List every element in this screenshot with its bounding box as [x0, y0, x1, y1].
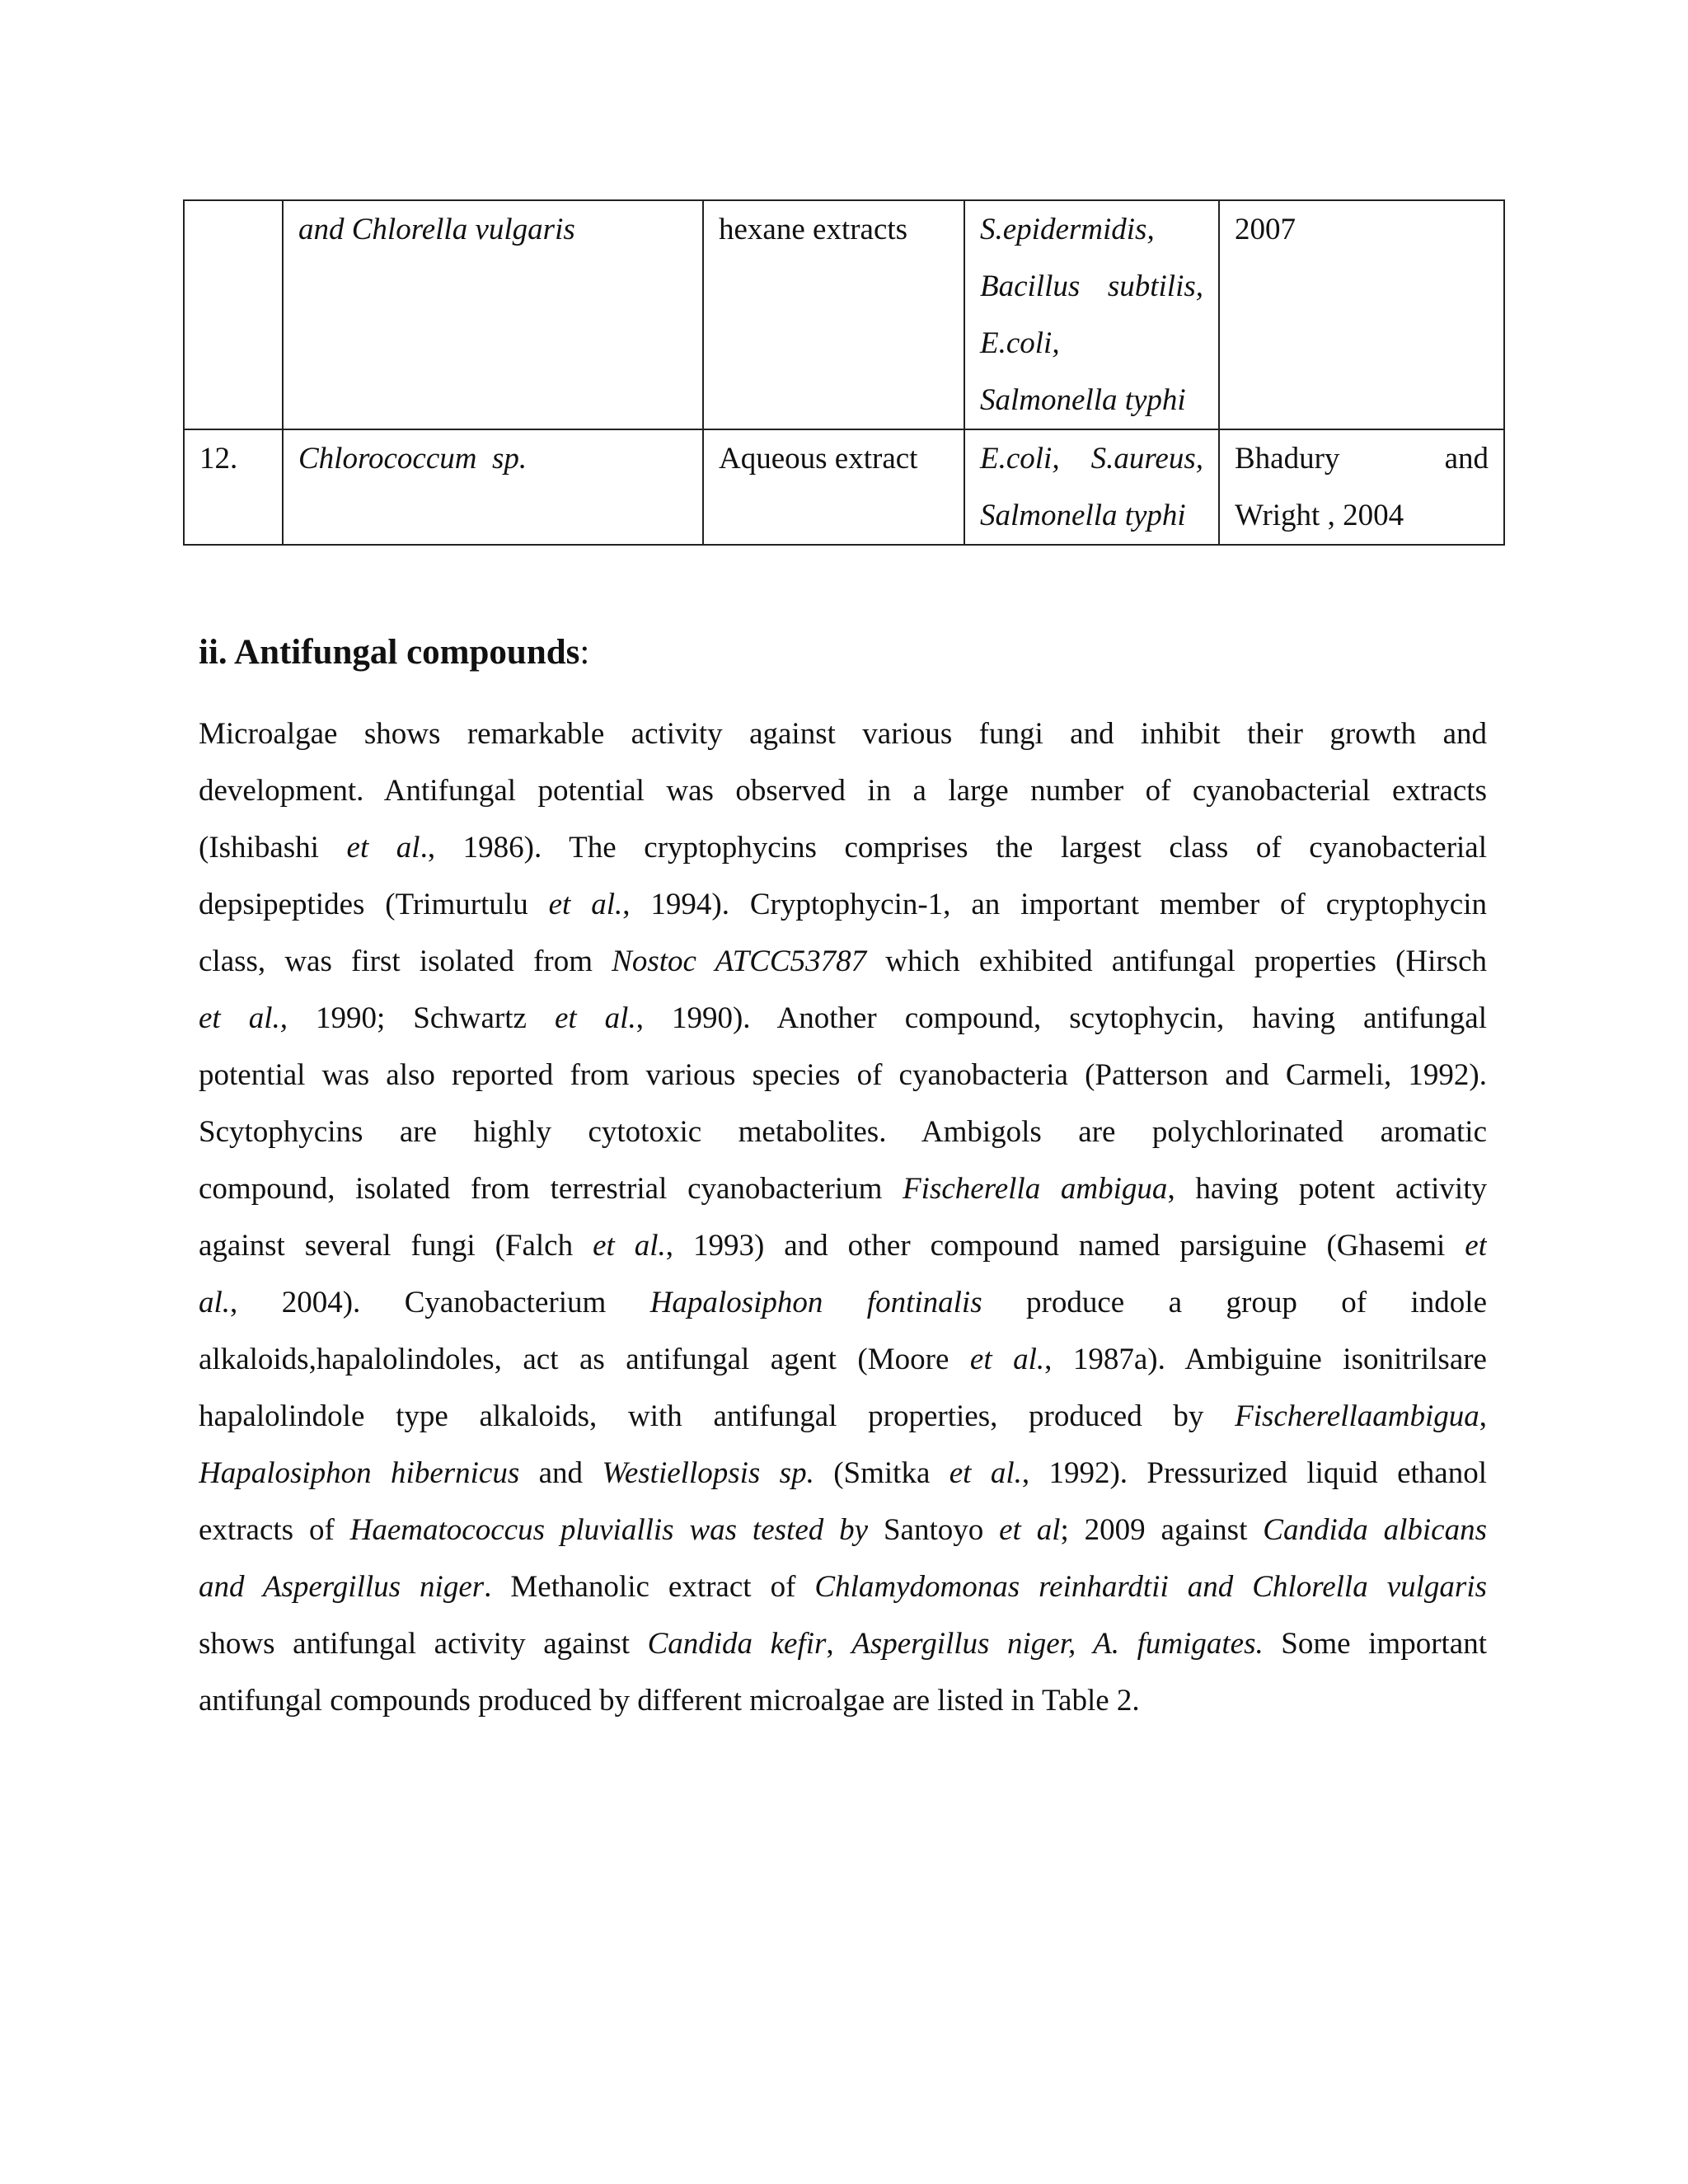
serial-number-cell	[184, 200, 283, 429]
section-heading	[199, 626, 589, 679]
target-line: Bacillus subtilis,	[980, 269, 1203, 303]
italic-text: Fischerella ambigua	[903, 1172, 1168, 1206]
target-line: Salmonella typhi	[980, 383, 1186, 417]
text-run: development. Antifungal potential was observed in a large number of cyanobacterial extracts	[199, 774, 1487, 808]
text-run: compound, isolated from terrestrial cyanobacterium	[199, 1172, 903, 1206]
paragraph-line	[199, 933, 1487, 990]
text-run: Microalgae shows remarkable activity against various fungi and inhibit their growth and	[199, 717, 1487, 751]
section-heading-text: ii. Antifungal compounds	[199, 633, 580, 672]
italic-text: Fischerellaambigua	[1235, 1399, 1479, 1433]
italic-text: et al.	[554, 1001, 636, 1035]
reference-line: Bhadury and	[1235, 442, 1489, 476]
reference-line: 2007	[1235, 213, 1296, 246]
paragraph-line	[199, 1160, 1487, 1217]
text-run: , 2004). Cyanobacterium	[230, 1286, 650, 1319]
target-line: S.epidermidis,	[980, 213, 1155, 246]
paragraph-line	[199, 1445, 1487, 1502]
extract-cell: hexane extracts	[703, 200, 964, 429]
data-table	[183, 199, 1505, 546]
italic-text: et al.	[593, 1229, 666, 1263]
reference-cell	[1219, 429, 1504, 545]
extract-cell: Aqueous extract	[703, 429, 964, 545]
serial-number-cell: 12.	[184, 429, 283, 545]
text-run: ,	[1479, 1399, 1487, 1433]
italic-text: Westiellopsis sp.	[602, 1456, 814, 1490]
text-run: , having potent activity	[1167, 1172, 1487, 1206]
target-organisms-cell	[964, 200, 1219, 429]
target-line: E.coli,	[980, 326, 1060, 360]
text-run: . Methanolic extract of	[484, 1570, 815, 1604]
reference-cell	[1219, 200, 1504, 429]
text-run: ; 2009 against	[1060, 1513, 1264, 1547]
section-heading-colon: :	[579, 633, 590, 672]
paragraph-line	[199, 1331, 1487, 1388]
italic-text: al.	[199, 1286, 231, 1319]
text-run: Santoyo	[868, 1513, 1000, 1547]
target-line: E.coli, S.aureus,	[980, 442, 1203, 476]
paragraph-line	[199, 990, 1487, 1047]
paragraph-line	[199, 762, 1487, 819]
italic-text: et al	[999, 1513, 1061, 1547]
italic-text: Candida albicans	[1263, 1513, 1487, 1547]
paragraph-line	[199, 819, 1487, 876]
paragraph-line	[199, 1217, 1487, 1274]
text-run: potential was also reported from various species of cyanobacteria (Patterson and Carmeli, 1992).	[199, 1058, 1487, 1092]
italic-text: Candida kefir	[647, 1627, 827, 1661]
paragraph-line	[199, 876, 1487, 933]
text-run: alkaloids,hapalolindoles, act as antifungal agent (Moore	[199, 1343, 970, 1376]
body-paragraph	[199, 705, 1487, 1729]
paragraph-line	[199, 1502, 1487, 1558]
italic-text: Nostoc ATCC53787	[612, 944, 867, 978]
text-run: ., 1986). The cryptophycins comprises the largest class of cyanobacterial	[420, 831, 1487, 865]
text-run: antifungal compounds produced by different microalgae are listed in Table 2.	[199, 1684, 1140, 1718]
italic-text: Aspergillus niger, A. fumigates.	[851, 1627, 1264, 1661]
italic-text: and Aspergillus niger	[199, 1570, 485, 1604]
paragraph-line	[199, 1274, 1487, 1331]
text-run: Some important	[1263, 1627, 1487, 1661]
text-run: , 1994). Cryptophycin-1, an important member of cryptophycin	[622, 888, 1487, 921]
table-row	[184, 429, 1504, 545]
organism-cell: Chlorococcum sp.	[283, 429, 703, 545]
text-run: shows antifungal activity against	[199, 1627, 648, 1661]
text-run: (Ishibashi	[199, 831, 347, 865]
text-run: (Smitka	[814, 1456, 950, 1490]
organism-cell: and Chlorella vulgaris	[283, 200, 703, 429]
italic-text: et	[1465, 1229, 1487, 1263]
text-run: produce a group of indole	[982, 1286, 1487, 1319]
italic-text: et al.	[548, 888, 623, 921]
text-run: ,	[826, 1627, 852, 1661]
text-run: Scytophycins are highly cytotoxic metabolites. Ambigols are polychlorinated aromatic	[199, 1115, 1487, 1149]
paragraph-line	[199, 1672, 1487, 1729]
text-run: , 1987a). Ambiguine isonitrilsare	[1044, 1343, 1487, 1376]
text-run: , 1992). Pressurized liquid ethanol	[1021, 1456, 1487, 1490]
italic-text: Hapalosiphon fontinalis	[649, 1286, 982, 1319]
paragraph-line	[199, 1047, 1487, 1104]
italic-text: et al.	[949, 1456, 1022, 1490]
italic-text: et al	[346, 831, 420, 865]
text-run: depsipeptides (Trimurtulu	[199, 888, 549, 921]
italic-text: Chlamydomonas reinhardtii and Chlorella vulgaris	[814, 1570, 1487, 1604]
paragraph-line	[199, 1558, 1487, 1615]
paragraph-line	[199, 705, 1487, 762]
text-run: which exhibited antifungal properties (Hirsch	[866, 944, 1487, 978]
reference-line: Wright , 2004	[1235, 499, 1404, 532]
paragraph-line	[199, 1104, 1487, 1160]
target-line: Salmonella typhi	[980, 499, 1186, 532]
text-run: , 1993) and other compound named parsiguine (Ghasemi	[665, 1229, 1465, 1263]
text-run: against several fungi (Falch	[199, 1229, 593, 1263]
text-run: hapalolindole type alkaloids, with antifungal properties, produced by	[199, 1399, 1236, 1433]
text-run: , 1990). Another compound, scytophycin, having antifungal	[635, 1001, 1487, 1035]
text-run: and	[519, 1456, 603, 1490]
paragraph-line	[199, 1388, 1487, 1445]
table-row	[184, 200, 1504, 429]
italic-text: Haematococcus pluviallis was tested by	[349, 1513, 869, 1547]
italic-text: et al.	[969, 1343, 1045, 1376]
italic-text: et al.,	[199, 1001, 288, 1035]
text-run: 1990; Schwartz	[288, 1001, 555, 1035]
italic-text: Hapalosiphon hibernicus	[199, 1456, 520, 1490]
text-run: class, was first isolated from	[199, 944, 612, 978]
paragraph-line	[199, 1615, 1487, 1672]
target-organisms-cell	[964, 429, 1219, 545]
text-run: extracts of	[199, 1513, 350, 1547]
